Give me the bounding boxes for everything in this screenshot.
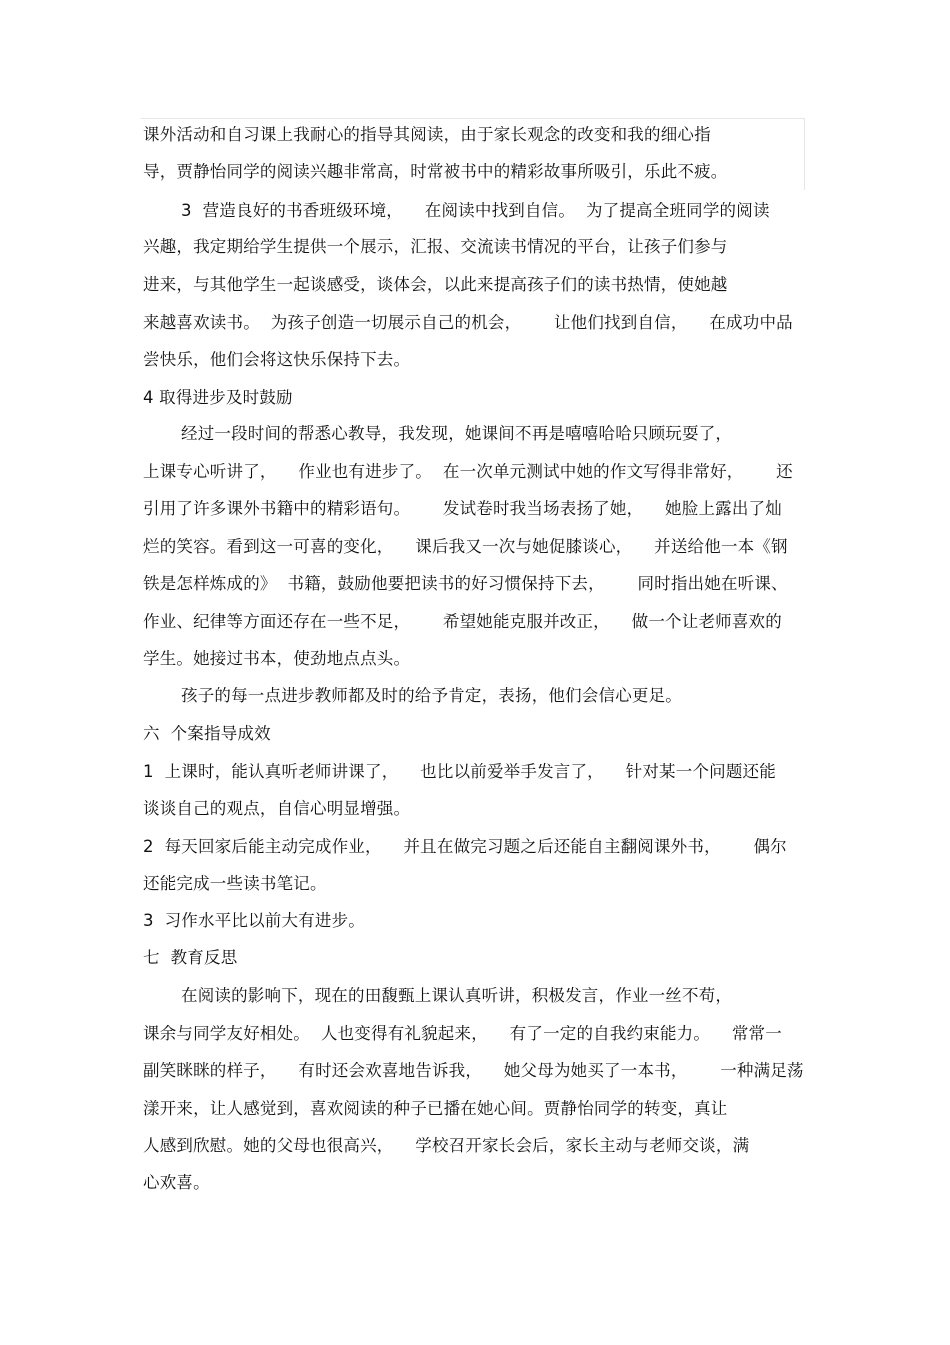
paragraph-line: 尝快乐，他们会将这快乐保持下去。 bbox=[143, 350, 411, 369]
paragraph-line: 兴趣，我定期给学生提供一个展示，汇报、交流读书情况的平台，让孩子们参与 bbox=[143, 237, 728, 256]
list-item-continuation: 谈谈自己的观点，自信心明显增强。 bbox=[143, 799, 411, 818]
paragraph-line: 3 营造良好的书香班级环境， 在阅读中找到自信。 为了提高全班同学的阅读 bbox=[181, 201, 770, 220]
paragraph-line: 学生。她接过书本，使劲地点点头。 bbox=[143, 649, 411, 668]
paragraph-line: 导，贾静怡同学的阅读兴趣非常高，时常被书中的精彩故事所吸引，乐此不疲。 bbox=[143, 162, 728, 181]
paragraph-line: 课余与同学友好相处。 人也变得有礼貌起来， 有了一定的自我约束能力。 常常一 bbox=[143, 1024, 782, 1043]
paragraph-line: 上课专心听讲了， 作业也有进步了。 在一次单元测试中她的作文写得非常好， 还 bbox=[143, 462, 793, 481]
paragraph-line: 课外活动和自习课上我耐心的指导其阅读，由于家长观念的改变和我的细心指 bbox=[143, 125, 711, 144]
paragraph-line: 铁是怎样炼成的》 书籍，鼓励他要把读书的好习惯保持下去， 同时指出她在听课、 bbox=[143, 574, 788, 593]
section-heading: 六 个案指导成效 bbox=[143, 724, 271, 743]
paragraph-line: 人感到欣慰。她的父母也很高兴， 学校召开家长会后，家长主动与老师交谈，满 bbox=[143, 1136, 750, 1155]
paragraph-line: 烂的笑容。看到这一可喜的变化， 课后我又一次与她促膝谈心， 并送给他一本《钢 bbox=[143, 537, 788, 556]
paragraph-line: 来越喜欢读书。 为孩子创造一切展示自己的机会， 让他们找到自信， 在成功中品 bbox=[143, 313, 793, 332]
paragraph-line: 心欢喜。 bbox=[143, 1173, 210, 1192]
list-item: 3 习作水平比以前大有进步。 bbox=[143, 911, 365, 930]
paragraph-line: 在阅读的影响下，现在的田馥甄上课认真听讲，积极发言，作业一丝不苟， bbox=[181, 986, 733, 1005]
paragraph-line: 作业、纪律等方面还存在一些不足， 希望她能克服并改正， 做一个让老师喜欢的 bbox=[143, 612, 782, 631]
paragraph-line: 孩子的每一点进步教师都及时的给予肯定，表扬，他们会信心更足。 bbox=[181, 686, 682, 705]
paragraph-line: 经过一段时间的帮悉心教导，我发现，她课间不再是嘻嘻哈哈只顾玩耍了， bbox=[181, 424, 733, 443]
paragraph-line: 副笑眯眯的样子， 有时还会欢喜地告诉我， 她父母为她买了一本书， 一种满足荡 bbox=[143, 1061, 804, 1080]
paragraph-line: 进来，与其他学生一起谈感受，谈体会，以此来提高孩子们的读书热情，使她越 bbox=[143, 275, 728, 294]
list-item: 2 每天回家后能主动完成作业， 并且在做完习题之后还能自主翻阅课外书， 偶尔 bbox=[143, 837, 787, 856]
paragraph-line: 引用了许多课外书籍中的精彩语句。 发试卷时我当场表扬了她， 她脸上露出了灿 bbox=[143, 499, 782, 518]
list-item: 1 上课时，能认真听老师讲课了， 也比以前爱举手发言了， 针对某一个问题还能 bbox=[143, 762, 776, 781]
section-heading: 4 取得进步及时鼓励 bbox=[143, 388, 293, 407]
list-item-continuation: 还能完成一些读书笔记。 bbox=[143, 874, 327, 893]
section-heading: 七 教育反思 bbox=[143, 948, 238, 967]
paragraph-line: 漾开来，让人感觉到，喜欢阅读的种子已播在她心间。贾静怡同学的转变，真让 bbox=[143, 1099, 728, 1118]
